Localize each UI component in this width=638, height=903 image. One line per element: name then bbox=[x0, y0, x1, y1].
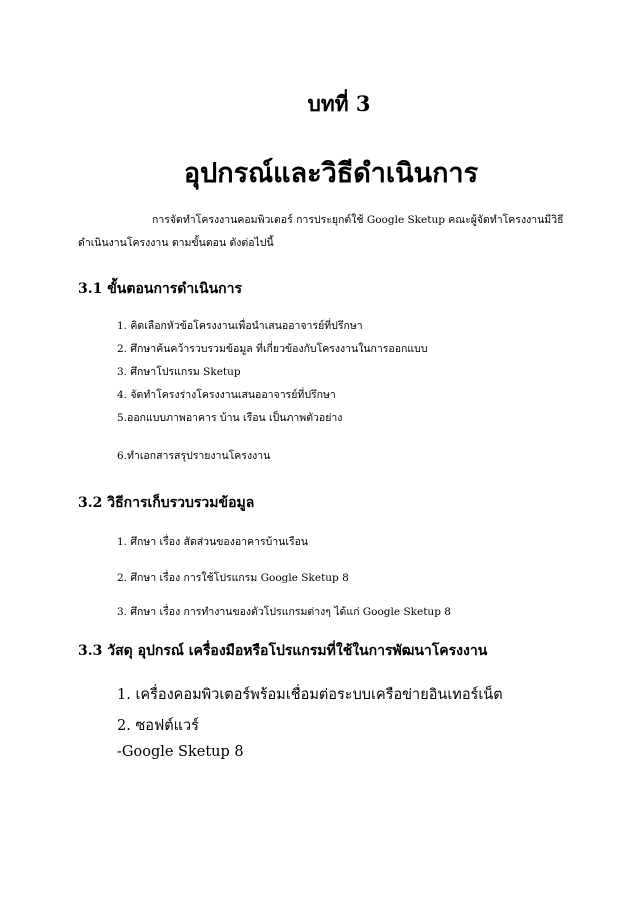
list-item: 1. คิดเลือกหัวข้อโครงงานเพื่อนำเสนออาจารย์ที่ปรึกษา bbox=[117, 320, 363, 332]
section-heading-3-2: 3.2 วิธีการเก็บรวบรวมข้อมูล bbox=[78, 495, 255, 511]
intro-paragraph-line-1: การจัดทำโครงงานคอมพิวเตอร์ การประยุกต์ใช้ Google Sketup คณะผู้จัดทำโครงงานมีวิธี bbox=[152, 214, 564, 226]
list-item: 6.ทำเอกสารสรุปรายงานโครงงาน bbox=[117, 450, 271, 462]
list-item: 3. ศึกษาโปรแกรม Sketup bbox=[117, 366, 241, 378]
page-title: อุปกรณ์และวิธีดำเนินการ bbox=[183, 158, 479, 189]
list-item: 3. ศึกษา เรื่อง การทำงานของตัวโปรแกรมต่างๆ ได้แก่ Google Sketup 8 bbox=[117, 606, 451, 618]
list-item: 4. จัดทำโครงร่างโครงงานเสนออาจารย์ที่ปรึกษา bbox=[117, 389, 336, 401]
list-item: -Google Sketup 8 bbox=[117, 744, 244, 760]
chapter-number: บทที่ 3 bbox=[307, 91, 371, 116]
list-item: 1. เครื่องคอมพิวเตอร์พร้อมเชื่อมต่อระบบเครือข่ายอินเทอร์เน็ต bbox=[117, 687, 503, 703]
list-item: 1. ศึกษา เรื่อง สัดส่วนของอาคารบ้านเรือน bbox=[117, 536, 309, 548]
section-heading-3-1: 3.1 ขั้นตอนการดำเนินการ bbox=[78, 281, 243, 297]
section-heading-3-3: 3.3 วัสดุ อุปกรณ์ เครื่องมือหรือโปรแกรมที่ใช้ในการพัฒนาโครงงาน bbox=[78, 643, 488, 659]
list-item: 2. ซอฟต์แวร์ bbox=[117, 718, 199, 734]
list-item: 5.ออกแบบภาพอาคาร บ้าน เรือน เป็นภาพตัวอย่าง bbox=[117, 412, 343, 424]
list-item: 2. ศึกษา เรื่อง การใช้โปรแกรม Google Sketup 8 bbox=[117, 572, 349, 584]
list-item: 2. ศึกษาค้นคว้ารวบรวมข้อมูล ที่เกี่ยวข้องกับโครงงานในการออกแบบ bbox=[117, 343, 428, 355]
intro-paragraph-line-2: ดำเนินงานโครงงาน ตามขั้นตอน ดังต่อไปนี้ bbox=[78, 237, 274, 249]
